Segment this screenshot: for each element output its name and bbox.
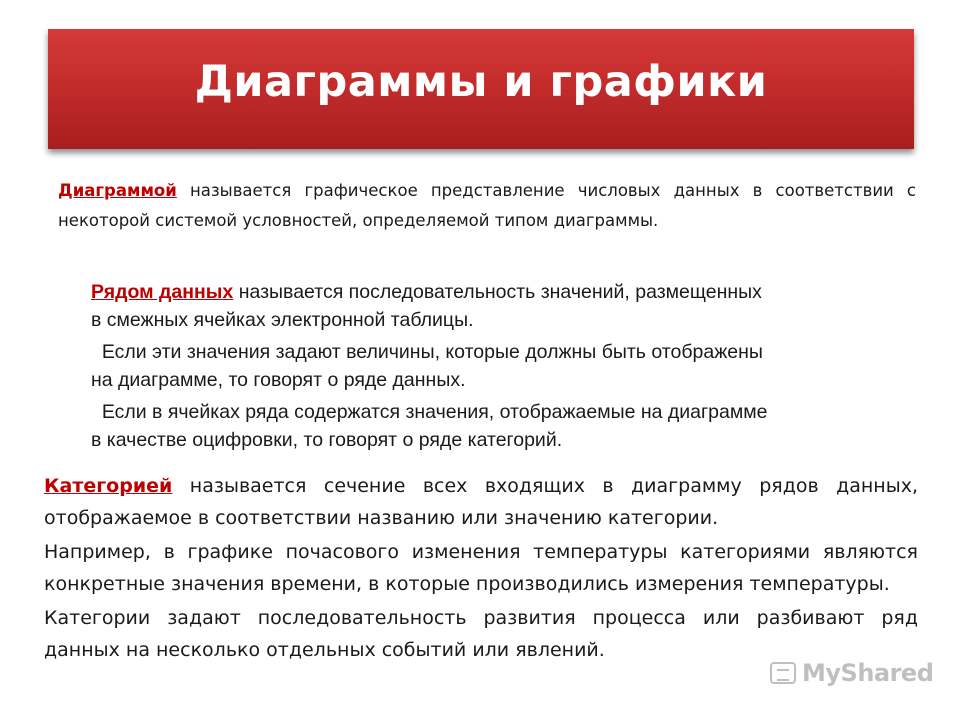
slide-title: Диаграммы и графики [194, 57, 768, 107]
category-definition-block [44, 470, 918, 534]
watermark-text: MyShared [802, 659, 934, 687]
term-data-series: Рядом данных [91, 281, 234, 303]
diagram-definition [58, 176, 916, 236]
title-banner [48, 29, 914, 149]
watermark [770, 658, 933, 688]
series-line-5: Если в ячейках ряда содержатся значения, отображаемые на диаграмме [91, 401, 768, 423]
diagram-definition-text: называется графическое представление числовых данных в соответствии с некоторой системой условностей, определяемой типом диаграммы. [58, 181, 916, 230]
series-line-1-rest: называется последовательность значений, размещенных [233, 281, 762, 303]
series-line-4: на диаграмме, то говорят о ряде данных. [91, 369, 466, 391]
category-note: Категории задают последовательность развития процесса или разбивают ряд данных на несколько отдельных событий или явлений. [44, 607, 918, 661]
category-definition-text: называется сечение всех входящих в диаграмму рядов данных, отображаемое в соответствии названию или значению категории. [44, 475, 918, 529]
term-category: Категорией [44, 475, 173, 497]
presentation-icon [770, 662, 796, 684]
series-line-3: Если эти значения задают величины, которые должны быть отображены [91, 341, 763, 363]
series-line-2: в смежных ячейках электронной таблицы. [91, 309, 474, 331]
category-definition [44, 470, 918, 668]
data-series-definition [91, 278, 921, 454]
term-diagram: Диаграммой [58, 181, 177, 200]
series-line-1 [91, 278, 921, 306]
series-line-6: в качестве оцифровки, то говорят о ряде категорий. [91, 429, 563, 451]
category-example: Например, в графике почасового изменения температуры категориями являются конкретные значения времени, в которые производились измерения температуры. [44, 541, 918, 595]
